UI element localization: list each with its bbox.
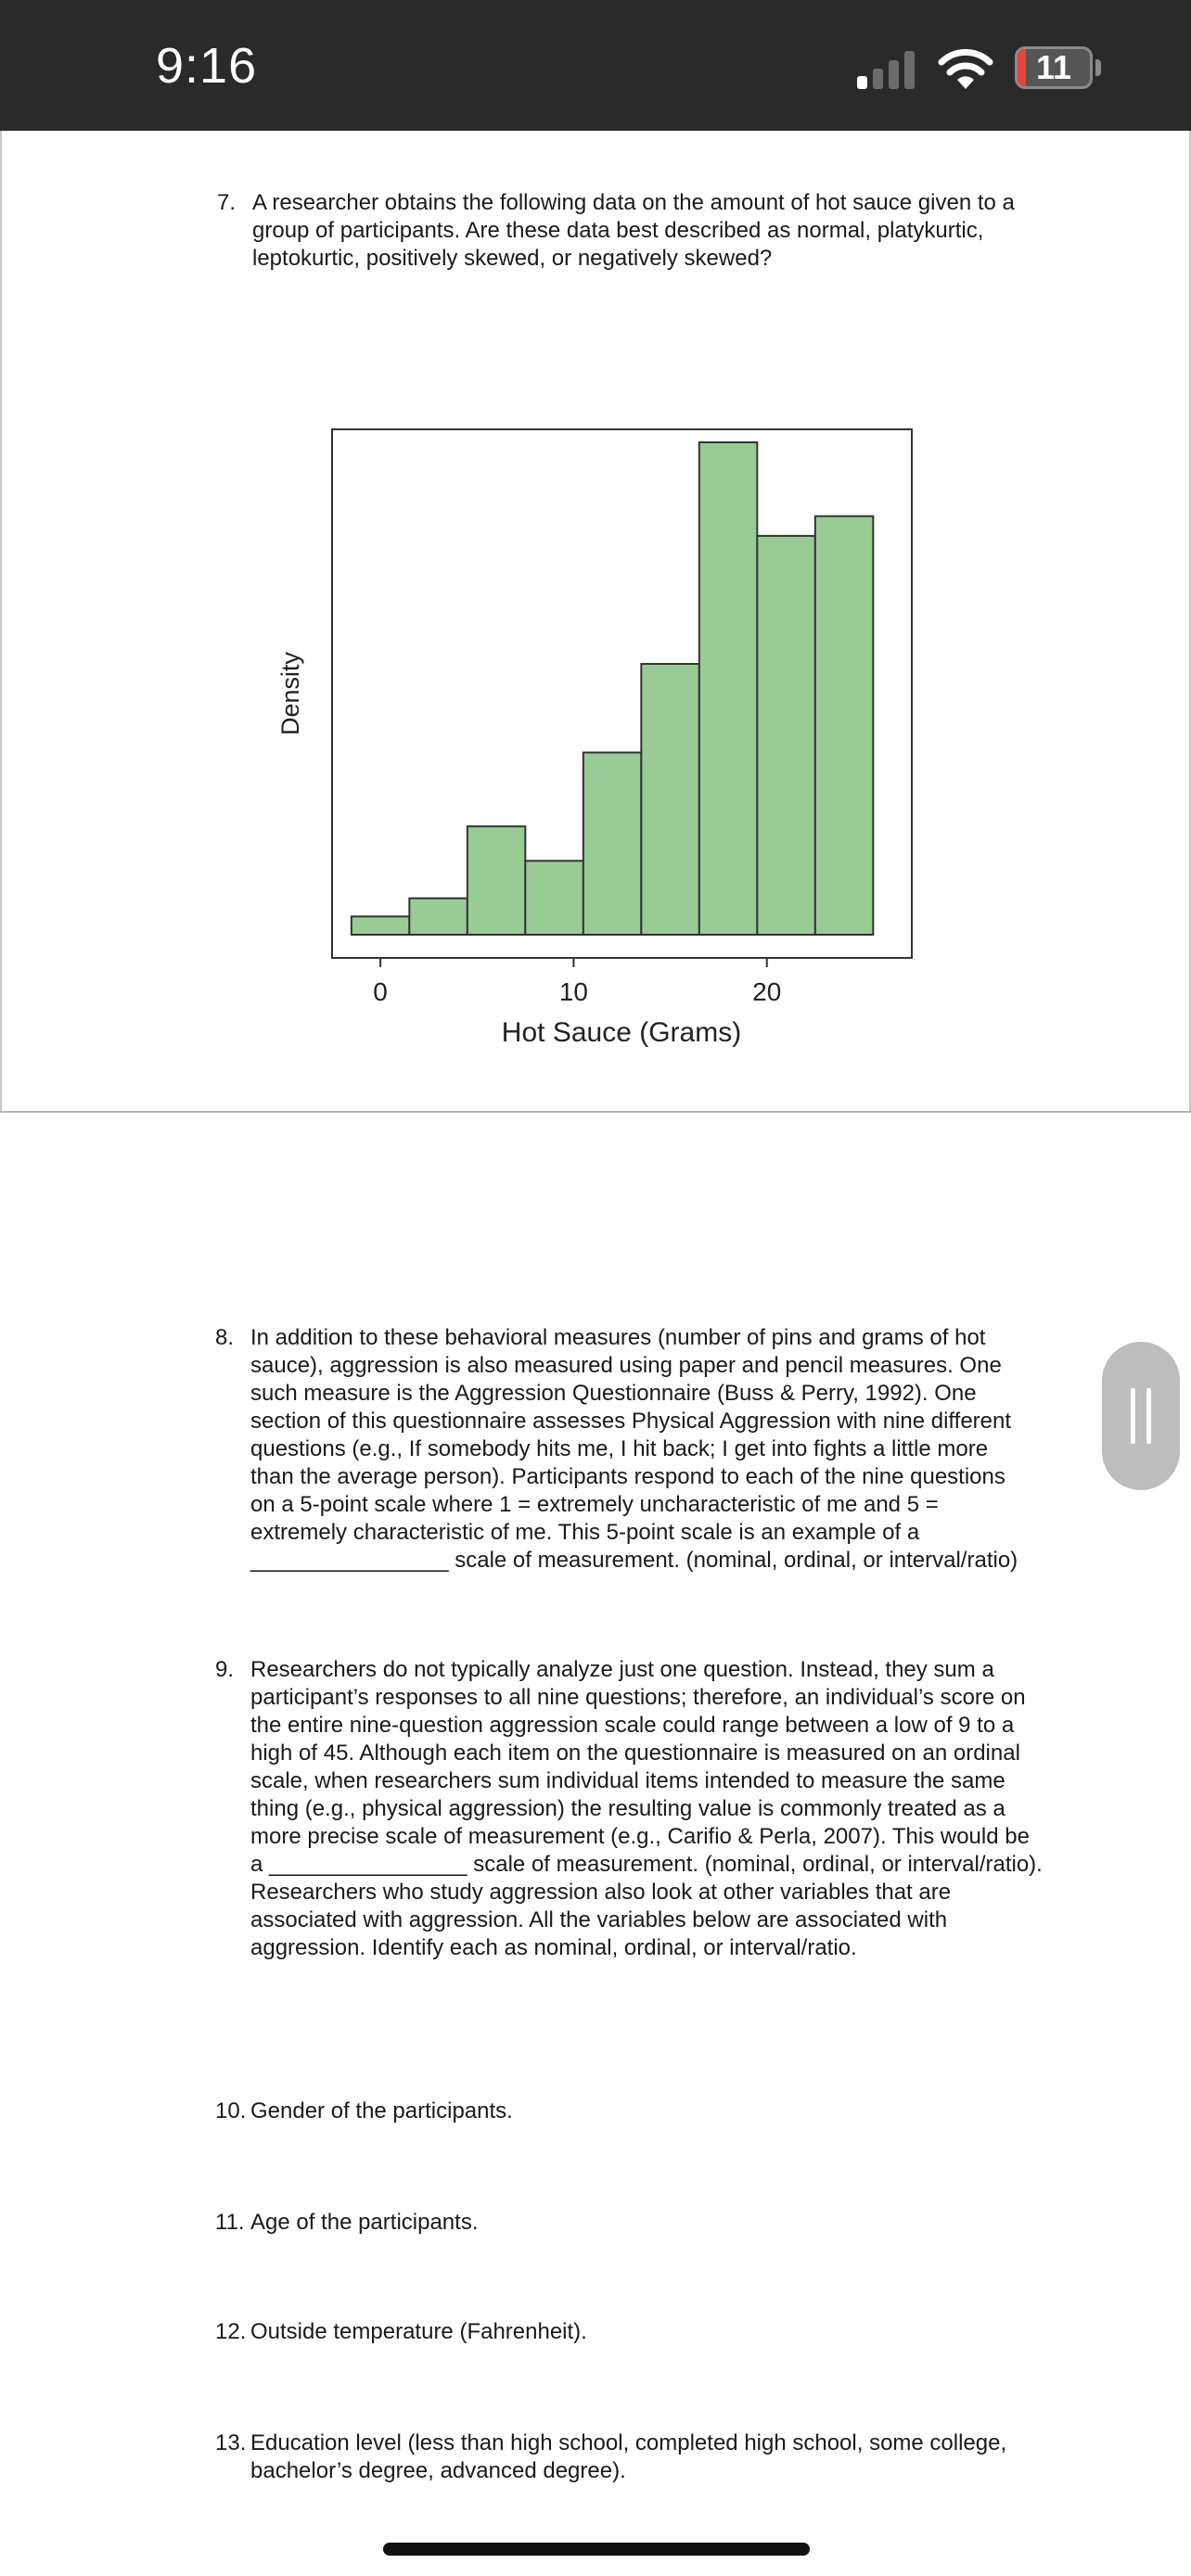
x-tick-label: 20: [752, 977, 782, 1006]
question-number: 12.: [215, 2319, 247, 2344]
x-tick-label: 0: [373, 977, 388, 1006]
question-number: 7.: [217, 190, 237, 215]
x-axis-label: Hot Sauce (Grams): [501, 1017, 742, 1048]
histogram-bar: [699, 442, 758, 935]
x-tick-label: 10: [558, 977, 588, 1006]
question-number: 11.: [215, 2210, 245, 2235]
home-indicator[interactable]: [383, 2543, 810, 2556]
histogram-bar: [352, 916, 410, 935]
document-page-2: [0, 1113, 1191, 2576]
question-text: Age of the participants.: [250, 2210, 479, 2235]
question-number: 13.: [215, 2430, 247, 2455]
question-number: 9.: [215, 1657, 235, 1682]
status-bar: [0, 0, 1191, 131]
histogram-bar: [525, 861, 583, 935]
histogram-bar: [757, 536, 815, 935]
battery-level: 11: [1035, 48, 1072, 86]
question-text: In addition to these behavioral measures (number of pins and grams of hot sauce), aggression is also measured using paper and pencil measures. One such measure is the Aggression Questionnaire (Buss & Perry, 1992). One section of this questionnaire assesses Physical Aggression with nine different questions (e.g., If somebody hits me, I hit back; I get into fights a little more than the average person). Participants respond to each of the nine questions on a 5-point scale where 1 = extremely uncharacteristic of me and 5 = extremely characteristic of me. This 5-point scale is an example of a ________________ scale of measurement. (nominal, ordinal, or interval/ratio): [250, 1325, 1018, 1573]
histogram-bar: [467, 826, 526, 935]
scroll-handle[interactable]: [1102, 1342, 1180, 1490]
question-text: Researchers do not typically analyze just one question. Instead, they sum a participant’s responses to all nine questions; therefore, an individual’s score on the entire nine-question aggression scale could range between a low of 9 to a high of 45. Although each item on the questionnaire is measured on an ordinal scale, when researchers sum individual items intended to measure the same thing (e.g., physical aggression) the resulting value is commonly treated as a more precise scale of measurement (e.g., Carifio & Perla, 2007). This would be a ________________ scale of measurement. (nominal, ordinal, or interval/ratio). Researchers who study aggression also look at other variables that are associated with aggression. All the variables below are associated with aggression. Identify each as nominal, ordinal, or interval/ratio.: [250, 1657, 1043, 1960]
document-page-1: [0, 131, 1191, 1112]
histogram-bar: [641, 664, 699, 935]
battery-indicator: [1015, 46, 1102, 91]
question-text: Outside temperature (Fahrenheit).: [250, 2319, 587, 2344]
question-number: 10.: [215, 2098, 247, 2123]
question-text: Education level (less than high school, completed high school, some college, bachelor’s degree, advanced degree).: [250, 2430, 1007, 2483]
wifi-icon: [937, 46, 994, 91]
question-number: 8.: [215, 1325, 235, 1350]
status-time: 9:16: [156, 38, 258, 94]
cellular-signal-icon: [855, 48, 920, 91]
question-text: A researcher obtains the following data on the amount of hot sauce given to a group of participants. Are these data best described as normal, platykurtic, leptokurtic, positively skewed, or negatively skewed?: [252, 190, 1015, 271]
histogram-bar: [409, 899, 467, 935]
histogram-bar: [583, 753, 642, 935]
histogram-bar: [815, 516, 874, 935]
y-axis-label: Density: [276, 651, 304, 736]
histogram-chart: [262, 420, 929, 1060]
question-text: Gender of the participants.: [250, 2098, 513, 2123]
